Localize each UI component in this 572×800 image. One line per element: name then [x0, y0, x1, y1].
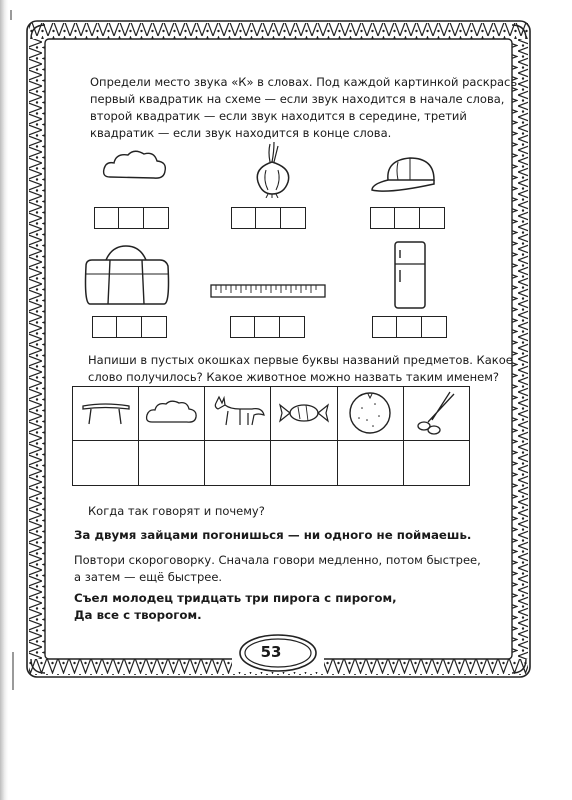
task4-instruction-line: а затем — ещё быстрее. — [74, 570, 223, 584]
fridge-picture — [392, 240, 428, 310]
orange-icon — [347, 390, 393, 436]
cap-picture — [368, 150, 448, 198]
letter-input-cell[interactable] — [403, 440, 469, 485]
letter-input-cell[interactable] — [139, 440, 205, 485]
onion-picture — [250, 140, 296, 198]
sound-scheme-cap[interactable] — [370, 207, 443, 229]
letter-input-cell[interactable] — [73, 440, 139, 485]
task1-instruction-line: квадратик — если звук находится в конце слова. — [90, 126, 392, 140]
grid-picture-cell — [73, 387, 139, 441]
task4-instruction-line: Повтори скороговорку. Сначала говори медленно, потом быстрее, — [74, 553, 481, 567]
tongue-twister-line: Съел молодец тридцать три пирога с пирогом, — [74, 591, 397, 605]
task2-instruction-line: Напиши в пустых окошках первые буквы названий предметов. Какое — [88, 353, 513, 367]
letter-input-cell[interactable] — [337, 440, 403, 485]
page-number-badge — [240, 638, 302, 666]
letters-grid — [72, 386, 470, 486]
scan-mark — [10, 10, 12, 20]
task2-instruction-line: слово получилось? Какое животное можно назвать таким именем? — [88, 370, 499, 384]
bag-picture — [80, 244, 172, 308]
scan-mark — [12, 652, 14, 690]
grid-picture-cell — [139, 387, 205, 441]
letter-input-cell[interactable] — [205, 440, 271, 485]
task1-instruction-line: второй квадратик — если звук находится в середине, третий — [90, 109, 467, 123]
scissors-icon — [414, 390, 458, 436]
task1-instruction-line: Определи место звука «К» в словах. Под каждой картинкой раскрась — [90, 75, 518, 89]
grid-picture-cell — [271, 387, 337, 441]
page-number: 53 — [260, 643, 282, 661]
cloud-icon — [144, 398, 200, 428]
sound-scheme-onion[interactable] — [231, 207, 304, 229]
cloud-picture — [100, 147, 170, 187]
tongue-twister-line: Да все с творогом. — [74, 608, 202, 622]
ruler-picture — [210, 284, 326, 298]
proverb: За двумя зайцами погонишься — ни одного не поймаешь. — [74, 528, 472, 542]
task3-question: Когда так говорят и почему? — [88, 504, 265, 518]
grid-picture-cell — [403, 387, 469, 441]
shelf-icon — [79, 398, 133, 428]
task1-instruction-line: первый квадратик на схеме — если звук находится в начале слова, — [90, 92, 505, 106]
candy-icon — [276, 399, 332, 427]
sound-scheme-fridge[interactable] — [372, 316, 445, 338]
letter-input-cell[interactable] — [271, 440, 337, 485]
scan-edge — [0, 0, 8, 800]
grid-picture-cell — [337, 387, 403, 441]
fox-icon — [210, 395, 266, 431]
sound-scheme-bag[interactable] — [92, 316, 165, 338]
sound-scheme-cloud[interactable] — [94, 207, 167, 229]
grid-picture-cell — [205, 387, 271, 441]
sound-scheme-ruler[interactable] — [230, 316, 303, 338]
